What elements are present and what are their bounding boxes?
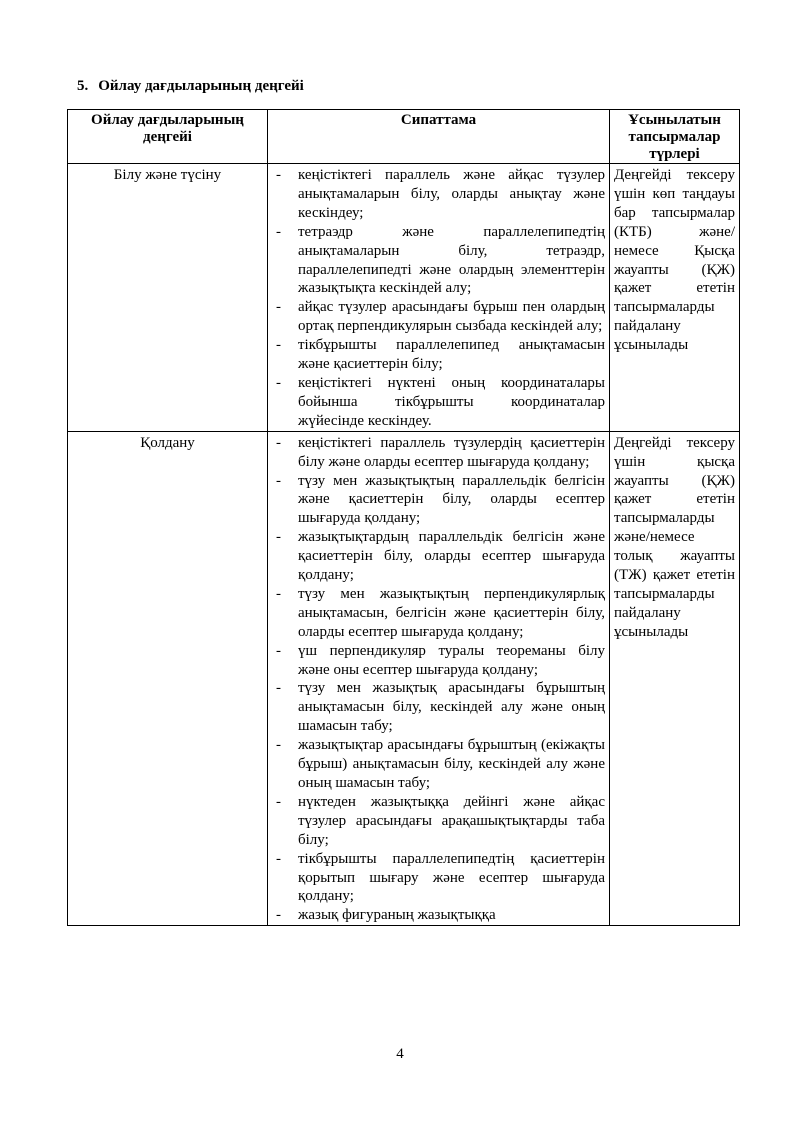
description-list [272,434,605,926]
section-heading [77,78,304,95]
list-item: - жазықтықтар арасындағы бұрыштың (екіжақты бұрыш) анықтамасын білу, кескіндей алу және оның шамасын табу; [298,736,605,793]
level-cell: Қолдану [68,431,268,926]
section-title: Ойлау дағдыларының деңгейі [98,78,304,94]
list-item: - кеңістіктегі параллель және айқас түзулер анықтамаларын білу, оларды анықтау және кескіндеу; [298,166,605,223]
recommendation-cell: Деңгейді тексеру үшін қысқа жауапты (ҚЖ) қажет ететін тапсырмаларды және/немесе толық жауапты (ТЖ) қажет ететін тапсырмаларды пайдалану ұсынылады [610,431,740,926]
header-task-types: Ұсынылатын тапсырмалар түрлері [610,110,740,164]
list-item: - нүктеден жазықтыққа дейінгі және айқас түзулер арасындағы арақашықтықтарды таба білу; [298,793,605,850]
list-item: - түзу мен жазықтықтың перпендикулярлық анықтамасын, белгісін және қасиеттерін білу, оларды есептер шығаруда қолдану; [298,585,605,642]
list-item: - кеңістіктегі нүктені оның координаталары бойынша тікбұрышты координаталар жүйесінде кескіндеу. [298,374,605,431]
list-item: - кеңістіктегі параллель түзулердің қасиеттерін білу және оларды есептер шығаруда қолдану; [298,434,605,472]
table-row [68,431,740,926]
list-item: - жазық фигураның жазықтыққа [298,906,605,925]
table-row [68,164,740,432]
description-cell [268,164,610,432]
list-item: - тікбұрышты параллелепипедтің қасиеттерін қорытып шығару және есептер шығаруда қолдану; [298,850,605,907]
list-item: - тікбұрышты параллелепипед анықтамасын және қасиеттерін білу; [298,336,605,374]
header-level: Ойлау дағдыларының деңгейі [68,110,268,164]
level-cell: Білу және түсіну [68,164,268,432]
list-item: - түзу мен жазықтықтың параллельдік белгісін және қасиеттерін білу, оларды есептер шығаруда қолдану; [298,472,605,529]
list-item: - тетраэдр және параллелепипедтің анықтамаларын білу, тетраэдр, параллелепипедті және олардың элементтерін жазықтықта кескіндей алу; [298,223,605,299]
recommendation-cell: Деңгейді тексеру үшін көп таңдауы бар тапсырмалар (КТБ) және/немесе Қысқа жауапты (ҚЖ) қажет ететін тапсырмаларды пайдалану ұсынылады [610,164,740,432]
list-item: - айқас түзулер арасындағы бұрыш пен олардың ортақ перпендикулярын сызбада кескіндей алу; [298,298,605,336]
page-number: 4 [396,1046,404,1062]
header-description: Сипаттама [268,110,610,164]
list-item: - үш перпендикуляр туралы теореманы білу және оны есептер шығаруда қолдану; [298,642,605,680]
description-cell [268,431,610,926]
section-number: 5. [77,78,89,94]
table-header-row [68,110,740,164]
description-list [272,166,605,431]
thinking-skills-table [67,109,740,926]
list-item: - жазықтықтардың параллельдік белгісін және қасиеттерін білу, оларды есептер шығаруда қолдану; [298,528,605,585]
list-item: - түзу мен жазықтық арасындағы бұрыштың анықтамасын білу, кескіндей алу және оның шамасын табу; [298,679,605,736]
